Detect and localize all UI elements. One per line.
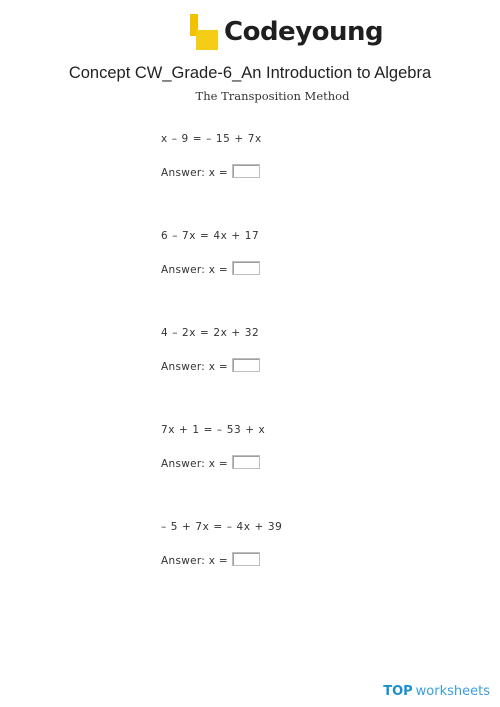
watermark-top: TOP [383, 684, 413, 699]
answer-row [161, 264, 260, 276]
page-title: Concept CW_Grade-6_An Introduction to Algebra [68, 64, 432, 82]
equation: 4 – 2x = 2x + 32 [161, 327, 260, 339]
equation: 7x + 1 = – 53 + x [161, 424, 266, 436]
answer-input[interactable] [232, 261, 260, 275]
answer-input[interactable] [232, 358, 260, 372]
answer-label: Answer: x = [161, 167, 229, 179]
equation: 6 – 7x = 4x + 17 [161, 230, 260, 242]
answer-label: Answer: x = [161, 361, 229, 373]
problem-5 [161, 521, 461, 581]
problem-4 [161, 424, 461, 484]
answer-label: Answer: x = [161, 458, 229, 470]
answer-input[interactable] [232, 455, 260, 469]
codeyoung-logo-mark-icon [190, 14, 218, 50]
codeyoung-logo [190, 12, 383, 52]
problem-2 [161, 230, 461, 290]
answer-row [161, 167, 260, 179]
answer-input[interactable] [232, 164, 260, 178]
equation: – 5 + 7x = – 4x + 39 [161, 521, 283, 533]
answer-label: Answer: x = [161, 264, 229, 276]
problem-3 [161, 327, 461, 387]
watermark-worksheets: worksheets [415, 684, 490, 699]
answer-row [161, 361, 260, 373]
answer-label: Answer: x = [161, 555, 229, 567]
equation: x – 9 = – 15 + 7x [161, 133, 262, 145]
page-subtitle: The Transposition Method [195, 89, 350, 103]
answer-input[interactable] [232, 552, 260, 566]
answer-row [161, 458, 260, 470]
topworksheets-watermark[interactable] [383, 684, 490, 699]
answer-row [161, 555, 260, 567]
problem-1 [161, 133, 461, 193]
logo-text: Codeyoung [224, 17, 384, 47]
